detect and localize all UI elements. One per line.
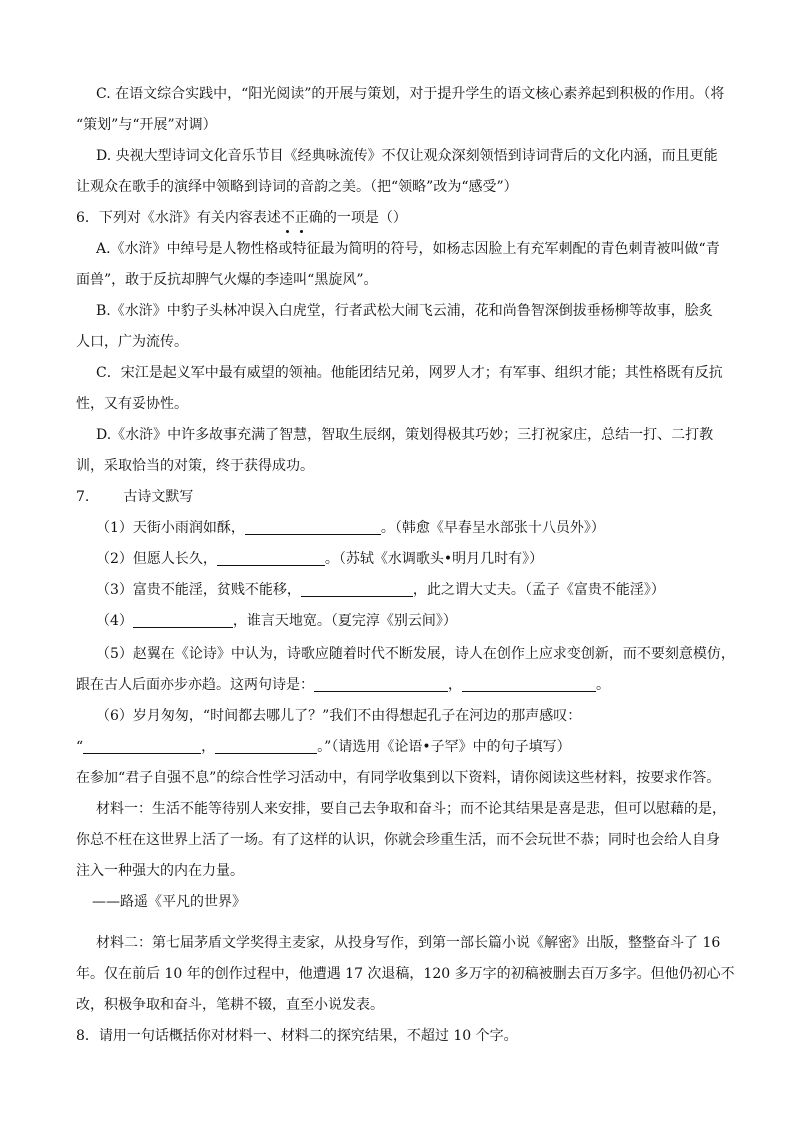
q6-stem-end: 的一项是（） — [322, 210, 407, 226]
q7-item-4-source: ，谁言天地宽。（夏完淳《别云间》） — [232, 613, 457, 629]
q6-option-c-line2: 性，又有妥协性。 — [76, 396, 188, 412]
q7-item-4 — [96, 611, 457, 631]
q7-item-6-source: 。”（请选用《论语•子罕》中的句子填写） — [317, 739, 571, 755]
material-2-line3: 改，积极争取和奋斗，笔耕不辍，直至小说发表。 — [76, 997, 384, 1013]
q6-emphasis-que: 确 — [308, 210, 323, 226]
q7-title: 古诗文默写 — [123, 489, 194, 505]
q5-option-c-line2: “策划”与“开展”对调） — [76, 117, 217, 133]
q7-number: 7. — [76, 489, 90, 505]
q7-item-3-source: ，此之谓大丈夫。（孟子《富贵不能淫》） — [412, 582, 665, 598]
q7-item-1 — [96, 518, 605, 538]
q8-stem: 8．请用一句话概括你对材料一、材料二的探究结果，不超过 10 个字。 — [76, 1028, 518, 1044]
q7-blank-4[interactable] — [133, 613, 233, 628]
q6-emphasis-bu: 不 — [280, 210, 295, 226]
q7-item-1-text: （1）天街小雨润如酥， — [96, 520, 245, 536]
material-1-line1: 材料一：生活不能等待别人来安排，要自己去争取和奋斗；而不论其结果是喜是悲，但可以慰藉的是， — [96, 801, 726, 817]
q5-option-c-line1: C. 在语文综合实践中，“阳光阅读”的开展与策划，对于提升学生的语文核心素养起到积极的作用。（将 — [96, 86, 725, 102]
q7-item-5-prompt: 跟在古人后面亦步亦趋。这两句诗是： — [76, 677, 314, 693]
q6-option-a-line1: A.《水浒》中绰号是人物性格或特征最为简明的符号，如杨志因脸上有充军刺配的青色刺青被叫做“青 — [96, 241, 720, 257]
q7-item-2-source: 。（苏轼《水调歌头•明月几时有》） — [324, 551, 544, 567]
q6-option-d-line2: 训，采取恰当的对策，终于获得成功。 — [76, 458, 314, 474]
q7-item-6-open-quote: “ — [76, 739, 84, 755]
q7-blank-6a[interactable] — [83, 739, 201, 754]
q7-item-5-line1: （5）赵翼在《论诗》中认为，诗歌应随着时代不断发展，诗人在创作上应求变创新，而不要刻意模仿， — [96, 646, 735, 662]
q7-item-4-text: （4） — [96, 613, 133, 629]
q6-option-b-line1: B.《水浒》中豹子头林冲误入白虎堂，行者武松大闹飞云浦，花和尚鲁智深倒拔垂杨柳等故事，脍炙 — [96, 303, 713, 319]
q6-option-a-line2: 面兽”，敢于反抗却脾气火爆的李逵叫“黑旋风”。 — [76, 272, 378, 288]
q6-option-c-line1: C．宋江是起义军中最有威望的领袖。他能团结兄弟，网罗人才；有军事、组织才能；其性格既有反抗 — [96, 365, 723, 381]
q7-blank-5b[interactable] — [462, 677, 596, 692]
q7-item-5-comma: ， — [448, 677, 462, 693]
q7-item-6-line2 — [76, 737, 571, 757]
q5-option-d-line1: D. 央视大型诗词文化音乐节目《经典咏流传》不仅让观众深刻领悟到诗词背后的文化内涵，而且更能 — [96, 148, 718, 164]
material-1-line3: 注入一种强大的内在力量。 — [76, 863, 244, 879]
material-1-line2: 你总不枉在这世界上活了一场。有了这样的认识，你就会珍重生活，而不会玩世不恭；同时也会给人自身 — [76, 832, 720, 848]
q7-item-6-comma: ， — [201, 739, 216, 755]
q7-item-1-source: 。（韩愈《早春呈水部张十八员外》） — [380, 520, 605, 536]
q7-item-5-period: 。 — [596, 677, 610, 693]
q6-option-d-line1: D.《水浒》中许多故事充满了智慧，智取生辰纲，策划得极其巧妙；三打祝家庄，总结一打、二打教 — [96, 427, 714, 443]
q6-stem-start: 6．下列对《水浒》有关内容表述 — [76, 210, 281, 226]
materials-intro: 在参加“君子自强不息”的综合性学习活动中，有同学收集到以下资料，请你阅读这些材料，按要求作答。 — [76, 770, 721, 786]
q6-stem — [76, 208, 407, 228]
q6-option-b-line2: 人口，广为流传。 — [76, 334, 188, 350]
q7-item-6-line1: （6）岁月匆匆，“时间都去哪儿了？”我们不由得想起孔子在河边的那声感叹： — [96, 708, 582, 724]
q7-item-5-line2 — [76, 675, 610, 695]
material-1-source: ——路遥《平凡的世界》 — [92, 894, 246, 910]
q6-emphasis-zheng: 正 — [294, 210, 309, 226]
q5-option-d-line2: 让观众在歌手的演绎中领略到诗词的音韵之美。（把“领略”改为“感受”） — [76, 179, 518, 195]
q7-blank-6b[interactable] — [215, 739, 317, 754]
q7-blank-3[interactable] — [301, 582, 413, 597]
material-2-line1: 材料二：第七届茅盾文学奖得主麦家，从投身写作，到第一部长篇小说《解密》出版，整整奋斗了 16 — [96, 935, 721, 951]
q7-item-2 — [96, 549, 543, 569]
q7-item-3-text: （3）富贵不能淫，贫贱不能移， — [96, 582, 301, 598]
q7-item-3 — [96, 580, 665, 600]
material-2-line2: 年。仅在前后 10 年的创作过程中，他遭遇 17 次退稿，120 多万字的初稿被删去百万多字。但他仍初心不 — [76, 966, 735, 982]
q7-item-2-text: （2）但愿人长久， — [96, 551, 217, 567]
q7-blank-2[interactable] — [217, 551, 325, 566]
q7-heading — [76, 487, 193, 507]
q7-blank-5a[interactable] — [314, 677, 448, 692]
q7-blank-1[interactable] — [245, 520, 381, 535]
